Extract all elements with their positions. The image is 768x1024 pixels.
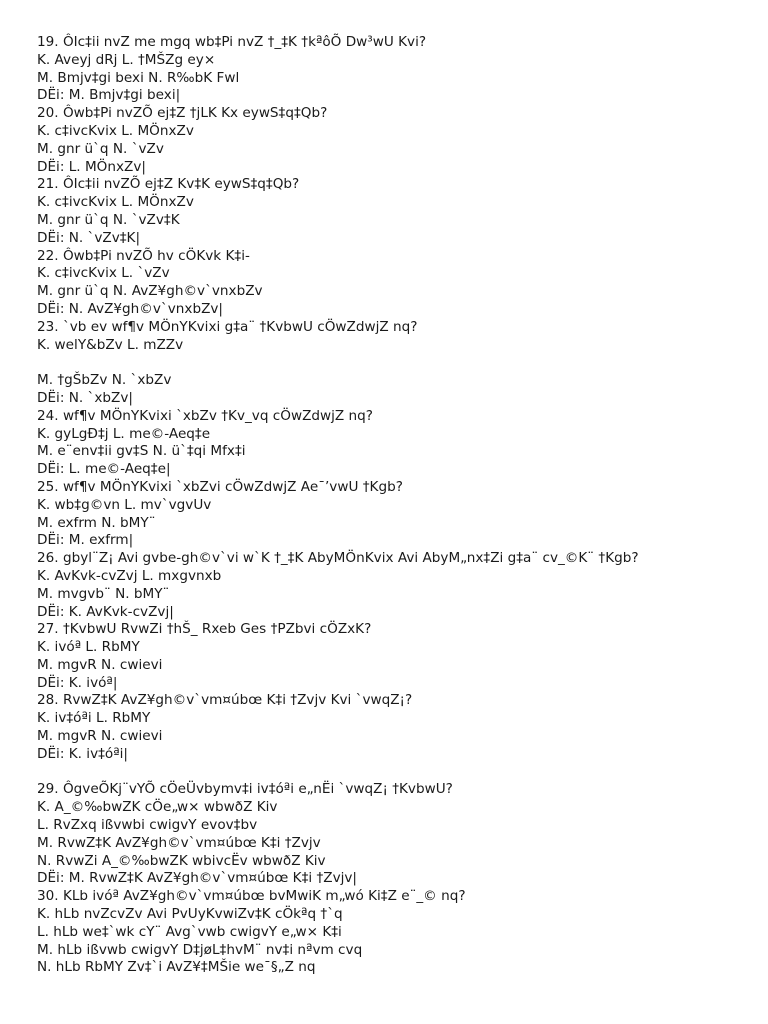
option-line: K. AvKvk-cvZvj L. mxgvnxb: [37, 567, 222, 584]
question-line: 21. ÔIc‡ii nvZÕ ej‡Z Kv‡K eywS‡q‡Qb?: [37, 176, 300, 193]
option-line: K. iv‡óªi L. RbMY: [37, 710, 151, 727]
document-page: [37, 34, 737, 977]
answer-line: DËi: K. ivóª|: [37, 674, 118, 691]
answer-line: DËi: M. Bmjv‡gi bexi|: [37, 87, 181, 104]
option-line: L. hLb we‡`wk cY¨ Avg`vwb cwigvY e„w× K‡i: [37, 923, 342, 940]
option-line: M. mvgvb¨ N. bMY¨: [37, 585, 170, 602]
option-line: M. mgvR N. cwievi: [37, 728, 163, 745]
option-line: K. wb‡g©vn L. mv`vgvUv: [37, 496, 212, 513]
option-line: K. gyLgÐ‡j L. me©-Aeq‡e: [37, 425, 211, 442]
answer-line: DËi: K. AvKvk-cvZvj|: [37, 603, 174, 620]
blank-line: [37, 764, 737, 782]
question-line: 28. RvwZ‡K AvZ¥gh©v`vm¤úbœ K‡i †Zvjv Kvi `vwqZ¡?: [37, 692, 413, 709]
answer-line: DËi: L. me©-Aeq‡e|: [37, 461, 171, 478]
answer-line: DËi: N. `vZv‡K|: [37, 229, 141, 246]
question-line: 24. wf¶v MÖnYKvixi `xbZv †Kv_vq cÖwZdwjZ nq?: [37, 407, 374, 424]
option-line: K. welY&bZv L. mZZv: [37, 336, 184, 353]
answer-line: DËi: K. iv‡óªi|: [37, 745, 128, 762]
blank-line: [37, 354, 737, 372]
option-line: K. c‡ivcKvix L. `vZv: [37, 265, 170, 282]
option-line: M. RvwZ‡K AvZ¥gh©v`vm¤úbœ K‡i †Zvjv: [37, 834, 321, 851]
option-line: L. RvZxq ißvwbi cwigvY evov‡bv: [37, 817, 258, 834]
question-line: 25. wf¶v MÖnYKvixi `xbZvi cÖwZdwjZ Ae¯’vwU †Kgb?: [37, 478, 403, 495]
answer-line: DËi: L. MÖnxZv|: [37, 158, 146, 175]
option-line: N. hLb RbMY Zv‡`i AvZ¥‡MŠie we¯§„Z nq: [37, 959, 316, 976]
answer-line: DËi: M. RvwZ‡K AvZ¥gh©v`vm¤úbœ K‡i †Zvjv|: [37, 870, 358, 887]
option-line: K. c‡ivcKvix L. MÖnxZv: [37, 122, 194, 139]
question-line: 22. Ôwb‡Pi nvZÕ hv cÖKvk K‡i-: [37, 247, 250, 264]
option-line: M. exfrm N. bMY¨: [37, 514, 156, 531]
answer-line: DËi: M. exfrm|: [37, 532, 134, 549]
question-line: 19. ÔIc‡ii nvZ me mgq wb‡Pi nvZ †_‡K †kªôÕ Dw³wU Kvi?: [37, 34, 427, 50]
option-line: K. c‡ivcKvix L. MÖnxZv: [37, 194, 194, 211]
option-line: M. Bmjv‡gi bexi N. R‰bK Fwl: [37, 69, 240, 86]
option-line: M. †gŠbZv N. `xbZv: [37, 372, 172, 389]
option-line: M. gnr ü`q N. AvZ¥gh©v`vnxbZv: [37, 283, 263, 300]
option-line: M. e¨env‡ii gv‡S N. ü`‡qi Mfx‡i: [37, 443, 246, 460]
option-line: M. mgvR N. cwievi: [37, 656, 163, 673]
question-line: 20. Ôwb‡Pi nvZÕ ej‡Z †jLK Kx eywS‡q‡Qb?: [37, 105, 328, 122]
question-line: 27. †KvbwU RvwZi †hŠ_ Rxeb Ges †PZbvi cÖZxK?: [37, 621, 372, 638]
option-line: M. hLb ißvwb cwigvY D‡jøL‡hvM¨ nv‡i nªvm cvq: [37, 941, 363, 958]
option-line: M. gnr ü`q N. `vZv‡K: [37, 211, 180, 228]
answer-line: DËi: N. `xbZv|: [37, 389, 133, 406]
question-line: 26. gbyl¨Z¡ Avi gvbe-gh©v`vi w`K †_‡K AbyMÖnKvix Avi AbyM„nx‡Zi g‡a¨ cv_©K¨ †Kgb?: [37, 550, 639, 567]
answer-line: DËi: N. AvZ¥gh©v`vnxbZv|: [37, 300, 224, 317]
option-line: K. Aveyj dRj L. †MŠZg ey×: [37, 51, 216, 68]
question-line: 30. KLb ivóª AvZ¥gh©v`vm¤úbœ bvMwiK m„wó Ki‡Z e¨_© nq?: [37, 888, 466, 905]
option-line: N. RvwZi A_©‰bwZK wbivcËv wbwðZ Kiv: [37, 852, 326, 869]
option-line: K. ivóª L. RbMY: [37, 639, 140, 656]
option-line: K. hLb nvZcvZv Avi PvUyKvwiZv‡K cÖkªq †`q: [37, 906, 343, 923]
option-line: K. A_©‰bwZK cÖe„w× wbwðZ Kiv: [37, 799, 278, 816]
question-line: 23. `vb ev wf¶v MÖnYKvixi g‡a¨ †KvbwU cÖwZdwjZ nq?: [37, 318, 418, 335]
option-line: M. gnr ü`q N. `vZv: [37, 140, 164, 157]
question-line: 29. ÔgveÕKj¨vYÕ cÖeÜvbymv‡i iv‡óªi e„nËi `vwqZ¡ †KvbwU?: [37, 781, 453, 798]
